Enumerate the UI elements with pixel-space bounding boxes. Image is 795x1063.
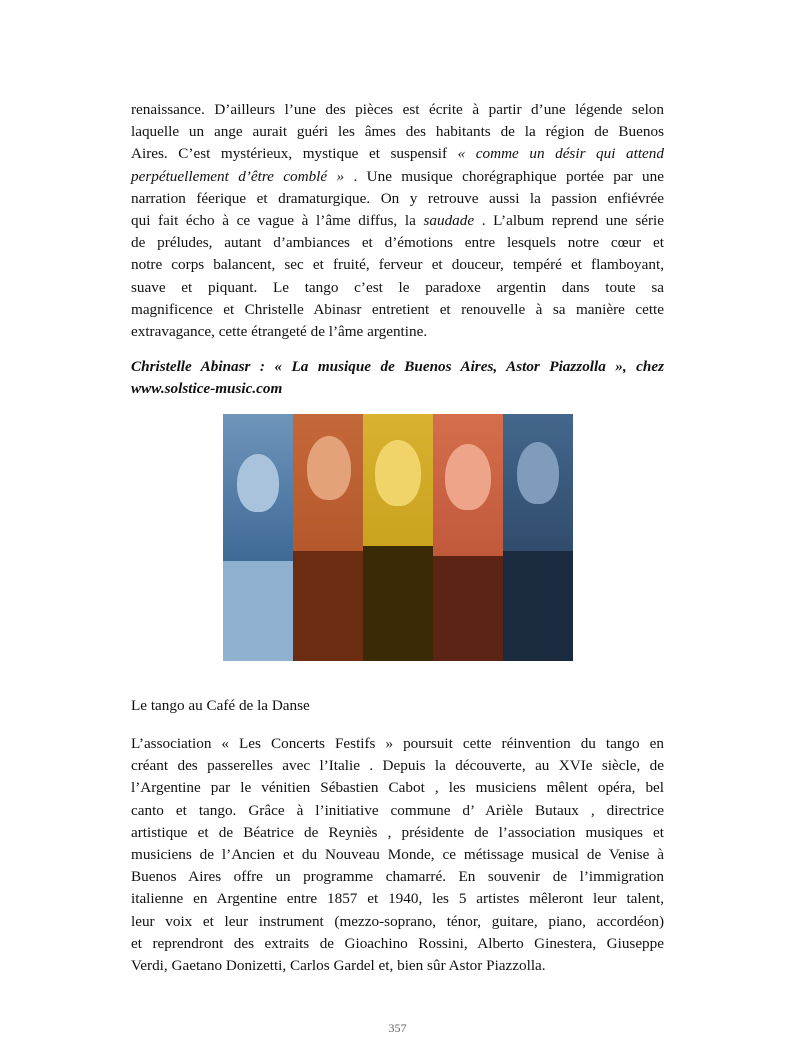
- text-run: qui fait écho à ce vague à l’âme diffus, la: [131, 212, 424, 230]
- text-line: l’Argentine par le vénitien Sébastien Cabot , les musiciens mêlent opéra, bel: [131, 779, 664, 797]
- text-line: extravagance, cette étrangeté de l’âme argentine.: [131, 323, 428, 341]
- text-line: magnificence et Christelle Abinasr entretient et renouvelle à sa manière cette: [131, 300, 664, 318]
- text-line: notre corps balancent, sec et fruité, ferveur et douceur, tempéré et flamboyant,: [131, 256, 664, 274]
- text-line: leur voix et leur instrument (mezzo-soprano, ténor, guitare, piano, accordéon): [131, 912, 664, 930]
- musicians-photo: [223, 414, 573, 661]
- quote-italic: « comme un désir qui attend: [457, 145, 664, 163]
- text-line: créant des passerelles avec l’Italie . Depuis la découverte, au XVIe siècle, de: [131, 757, 664, 775]
- text-line: L’association « Les Concerts Festifs » poursuit cette réinvention du tango en: [131, 735, 664, 752]
- page-number: 357: [388, 1021, 407, 1035]
- caption-link[interactable]: www.solstice-music.com: [131, 380, 283, 397]
- text-line: et reprendront des extraits de Gioachino Rossini, Alberto Ginestera, Giuseppe: [131, 934, 664, 952]
- paragraph-1: [131, 99, 664, 343]
- text-run: . L’album reprend une série: [474, 212, 664, 230]
- text-line: [131, 143, 664, 165]
- text-line: [131, 166, 664, 188]
- text-line: renaissance. D’ailleurs l’une des pièces est écrite à partir d’une légende selon: [131, 101, 664, 118]
- text-run: Aires. C’est mystérieux, mystique et suspensif: [131, 145, 458, 163]
- photo-strip-5: [503, 414, 573, 661]
- text-line: italienne en Argentine entre 1857 et 1940, les 5 artistes mêleront leur talent,: [131, 890, 664, 908]
- text-line: canto et tango. Grâce à l’initiative commune d’ Arièle Butaux , directrice: [131, 801, 664, 819]
- text-line: narration féerique et dramaturgique. On y retrouve aussi la passion enfiévrée: [131, 189, 664, 207]
- photo-strip-1: [223, 414, 293, 661]
- saudade-italic: saudade: [423, 212, 475, 230]
- paragraph-2: [131, 733, 664, 977]
- photo-strip-3: [363, 414, 433, 661]
- album-caption: [131, 356, 664, 400]
- text-line: Verdi, Gaetano Donizetti, Carlos Gardel et, bien sûr Astor Piazzolla.: [131, 957, 546, 975]
- text-line: laquelle un ange aurait guéri les âmes des habitants de la région de Buenos: [131, 123, 664, 141]
- caption-line: Christelle Abinasr : « La musique de Buenos Aires, Astor Piazzolla », chez: [131, 358, 664, 375]
- text-line: musiciens de l’Ancien et du Nouveau Monde, ce métissage musical de Venise à: [131, 846, 664, 864]
- photo-strip-2: [293, 414, 363, 661]
- quote-italic: perpétuellement d’être comblé »: [131, 167, 354, 185]
- text-line: artistique et de Béatrice de Reyniès , présidente de l’association musiques et: [131, 823, 664, 841]
- text-line: [131, 210, 664, 232]
- text-line: suave et piquant. Le tango c’est le paradoxe argentin dans toute sa: [131, 278, 664, 296]
- section-heading: Le tango au Café de la Danse: [131, 697, 310, 714]
- text-line: Buenos Aires offre un programme chamarré. En souvenir de l’immigration: [131, 868, 664, 886]
- photo-strip-4: [433, 414, 503, 661]
- text-run: . Une musique chorégraphique portée par une: [353, 167, 664, 185]
- text-line: de préludes, autant d’ambiances et d’émotions entre lesquels notre cœur et: [131, 234, 664, 252]
